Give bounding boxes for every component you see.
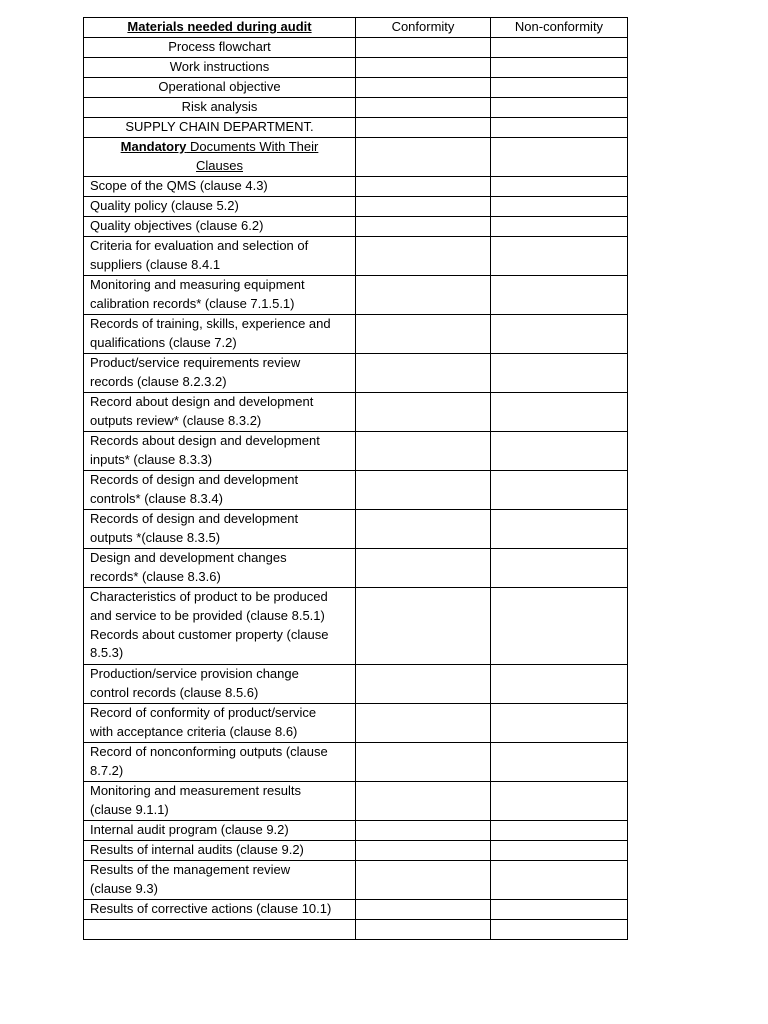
document-cell <box>84 237 356 276</box>
non-conformity-cell[interactable] <box>491 510 628 549</box>
document-cell <box>84 588 356 665</box>
document-text: 8.7.2) <box>90 762 124 778</box>
non-conformity-cell[interactable] <box>491 588 628 665</box>
material-item: Operational objective <box>84 78 356 98</box>
document-text: Records of training, skills, experience and <box>90 316 331 331</box>
non-conformity-cell[interactable] <box>491 432 628 471</box>
conformity-cell[interactable] <box>356 900 491 920</box>
document-cell <box>84 549 356 588</box>
document-text: Record of nonconforming outputs (clause <box>90 744 328 759</box>
document-text: Internal audit program (clause 9.2) <box>90 822 289 837</box>
non-conformity-cell[interactable] <box>491 98 628 118</box>
document-text: Monitoring and measurement results <box>90 783 301 798</box>
table-row <box>84 177 628 197</box>
non-conformity-header: Non-conformity <box>491 18 628 38</box>
document-text: controls* (clause 8.3.4) <box>90 490 223 506</box>
document-text: Results of corrective actions (clause 10.1) <box>90 901 332 916</box>
non-conformity-cell[interactable] <box>491 665 628 704</box>
conformity-cell[interactable] <box>356 58 491 78</box>
table-row <box>84 78 628 98</box>
table-row <box>84 665 628 704</box>
non-conformity-cell[interactable] <box>491 821 628 841</box>
document-text: outputs *(clause 8.3.5) <box>90 529 221 545</box>
conformity-cell[interactable] <box>356 549 491 588</box>
non-conformity-cell[interactable] <box>491 78 628 98</box>
document-text: records (clause 8.2.3.2) <box>90 373 227 389</box>
table-row <box>84 704 628 743</box>
conformity-cell[interactable] <box>356 665 491 704</box>
conformity-cell[interactable] <box>356 588 491 665</box>
document-text: calibration records* (clause 7.1.5.1) <box>90 295 295 311</box>
document-cell <box>84 743 356 782</box>
document-cell <box>84 821 356 841</box>
document-text: qualifications (clause 7.2) <box>90 334 237 350</box>
non-conformity-cell[interactable] <box>491 743 628 782</box>
document-cell <box>84 393 356 432</box>
table-row <box>84 861 628 900</box>
non-conformity-cell[interactable] <box>491 197 628 217</box>
conformity-cell[interactable] <box>356 217 491 237</box>
conformity-cell[interactable] <box>356 743 491 782</box>
non-conformity-cell[interactable] <box>491 177 628 197</box>
document-cell <box>84 510 356 549</box>
material-item: Process flowchart <box>84 38 356 58</box>
document-text: inputs* (clause 8.3.3) <box>90 451 213 467</box>
mandatory-documents-list <box>84 177 628 920</box>
table-row <box>84 549 628 588</box>
table-row <box>84 38 628 58</box>
document-text: Records of design and development <box>90 472 299 487</box>
header-row <box>84 18 628 38</box>
document-text: Records of design and development <box>90 511 299 526</box>
document-cell <box>84 432 356 471</box>
non-conformity-cell[interactable] <box>491 549 628 588</box>
department-heading: SUPPLY CHAIN DEPARTMENT. <box>84 118 356 138</box>
non-conformity-cell[interactable] <box>491 138 628 177</box>
document-cell <box>84 197 356 217</box>
material-item: Risk analysis <box>84 98 356 118</box>
document-cell <box>84 665 356 704</box>
audit-checklist-table <box>83 17 628 940</box>
conformity-cell[interactable] <box>356 471 491 510</box>
document-text: Record about design and development <box>90 394 314 409</box>
material-item: Work instructions <box>84 58 356 78</box>
document-cell <box>84 841 356 861</box>
document-text: Quality objectives (clause 6.2) <box>90 218 264 233</box>
non-conformity-cell[interactable] <box>491 38 628 58</box>
document-text: with acceptance criteria (clause 8.6) <box>90 723 298 739</box>
document-text: Records about design and development <box>90 433 320 448</box>
conformity-cell[interactable] <box>356 197 491 217</box>
table-row <box>84 354 628 393</box>
document-text: Scope of the QMS (clause 4.3) <box>90 178 268 193</box>
non-conformity-cell[interactable] <box>491 217 628 237</box>
non-conformity-cell[interactable] <box>491 704 628 743</box>
document-text: (clause 9.1.1) <box>90 801 169 817</box>
document-text: Record of conformity of product/service <box>90 705 317 720</box>
conformity-cell[interactable] <box>356 782 491 821</box>
document-cell <box>84 315 356 354</box>
table-row <box>84 276 628 315</box>
document-cell <box>84 276 356 315</box>
table-row <box>84 197 628 217</box>
non-conformity-cell[interactable] <box>491 118 628 138</box>
mandatory-label: Mandatory <box>120 139 187 154</box>
document-cell <box>84 900 356 920</box>
document-text: and service to be provided (clause 8.5.1) <box>90 607 325 623</box>
conformity-cell[interactable] <box>356 276 491 315</box>
non-conformity-cell[interactable] <box>491 861 628 900</box>
document-text: Monitoring and measuring equipment <box>90 277 305 292</box>
table-row <box>84 58 628 78</box>
table-row <box>84 432 628 471</box>
non-conformity-cell[interactable] <box>491 354 628 393</box>
document-text: outputs review* (clause 8.3.2) <box>90 412 262 428</box>
document-cell <box>84 861 356 900</box>
document-text: control records (clause 8.5.6) <box>90 684 259 700</box>
document-text: Results of internal audits (clause 9.2) <box>90 842 304 857</box>
table-row <box>84 118 628 138</box>
non-conformity-cell[interactable] <box>491 782 628 821</box>
document-cell <box>84 704 356 743</box>
table-row <box>84 315 628 354</box>
conformity-header: Conformity <box>356 18 491 38</box>
conformity-cell[interactable] <box>356 821 491 841</box>
document-text: Design and development changes <box>90 550 287 565</box>
document-text: 8.5.3) <box>90 645 124 661</box>
document-cell <box>84 920 356 940</box>
conformity-cell[interactable] <box>356 920 491 940</box>
conformity-cell[interactable] <box>356 510 491 549</box>
table-row <box>84 743 628 782</box>
document-cell <box>84 471 356 510</box>
table-row <box>84 393 628 432</box>
document-cell <box>84 354 356 393</box>
conformity-cell[interactable] <box>356 432 491 471</box>
document-cell <box>84 217 356 237</box>
document-text: Production/service provision change <box>90 666 299 681</box>
mandatory-heading: Mandatory Documents With Their Clauses <box>84 138 356 177</box>
document-cell <box>84 177 356 197</box>
materials-header: Materials needed during audit <box>84 18 356 38</box>
conformity-cell[interactable] <box>356 393 491 432</box>
conformity-cell[interactable] <box>356 704 491 743</box>
table-row <box>84 782 628 821</box>
table-row <box>84 217 628 237</box>
table-row <box>84 841 628 861</box>
conformity-cell[interactable] <box>356 118 491 138</box>
conformity-cell[interactable] <box>356 315 491 354</box>
mandatory-heading-row <box>84 138 628 177</box>
table-row <box>84 98 628 118</box>
non-conformity-cell[interactable] <box>491 315 628 354</box>
document-cell <box>84 782 356 821</box>
non-conformity-cell[interactable] <box>491 841 628 861</box>
non-conformity-cell[interactable] <box>491 58 628 78</box>
conformity-cell[interactable] <box>356 38 491 58</box>
conformity-cell[interactable] <box>356 138 491 177</box>
document-text: Results of the management review <box>90 862 291 877</box>
non-conformity-cell[interactable] <box>491 900 628 920</box>
document-text: Product/service requirements review <box>90 355 301 370</box>
conformity-cell[interactable] <box>356 177 491 197</box>
table-row <box>84 588 628 665</box>
conformity-cell[interactable] <box>356 237 491 276</box>
document-text: Quality policy (clause 5.2) <box>90 198 239 213</box>
table-row <box>84 237 628 276</box>
conformity-cell[interactable] <box>356 78 491 98</box>
document-text: Characteristics of product to be produced <box>90 589 328 604</box>
non-conformity-cell[interactable] <box>491 276 628 315</box>
non-conformity-cell[interactable] <box>491 237 628 276</box>
conformity-cell[interactable] <box>356 98 491 118</box>
table-row <box>84 471 628 510</box>
non-conformity-cell[interactable] <box>491 920 628 940</box>
non-conformity-cell[interactable] <box>491 393 628 432</box>
conformity-cell[interactable] <box>356 841 491 861</box>
non-conformity-cell[interactable] <box>491 471 628 510</box>
conformity-cell[interactable] <box>356 861 491 900</box>
table-row <box>84 821 628 841</box>
document-text: records* (clause 8.3.6) <box>90 568 221 584</box>
table-row <box>84 900 628 920</box>
empty-row <box>84 920 628 940</box>
document-text: Records about customer property (clause <box>90 626 329 642</box>
document-text: (clause 9.3) <box>90 880 158 896</box>
table-row <box>84 510 628 549</box>
document-text: Criteria for evaluation and selection of <box>90 238 309 253</box>
conformity-cell[interactable] <box>356 354 491 393</box>
document-text: suppliers (clause 8.4.1 <box>90 256 221 272</box>
